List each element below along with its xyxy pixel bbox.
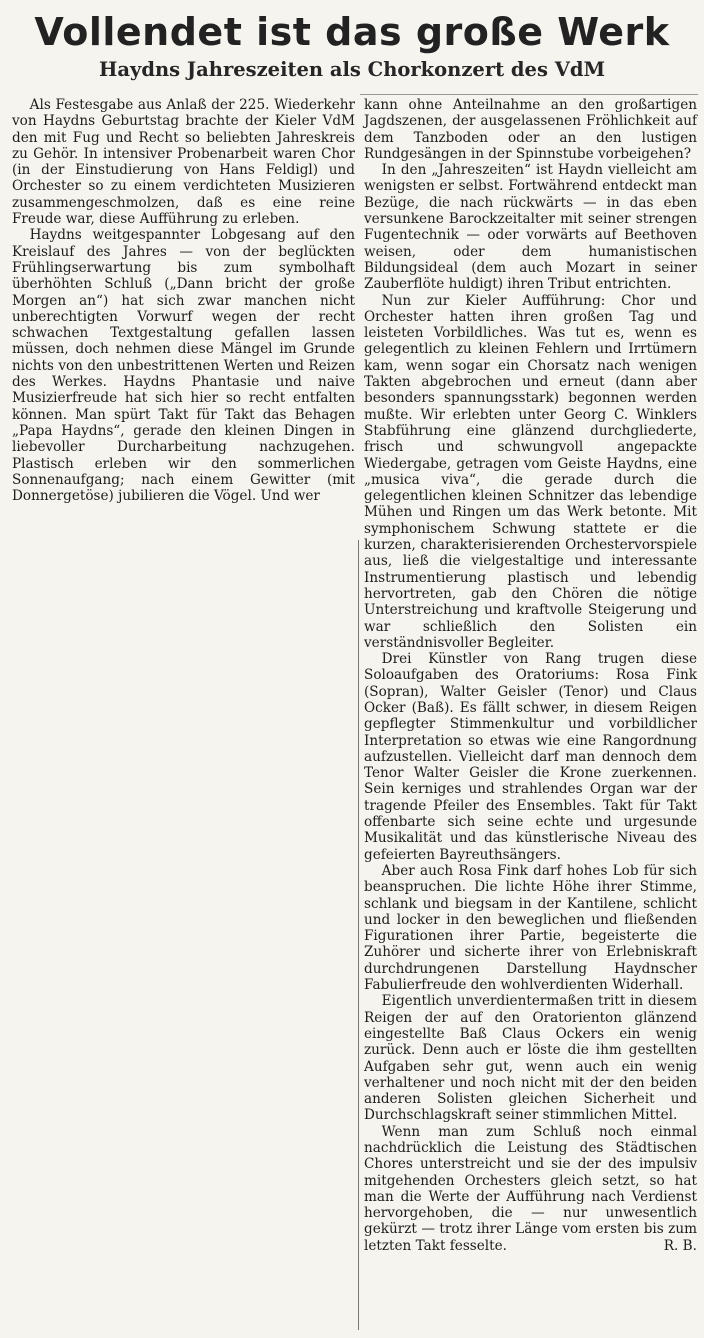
closing-text: Wenn man zum Schluß noch einmal nachdrücklich die Leistung des Städtischen Chores unterstreicht und sie der des impulsiv mitgehenden Orchesters gleich setzt, so hat man die Werte der Aufführung nach Verdienst hervorgehoben, die — nur unwesentlich gekürzt — trotz ihrer Länge vom ersten bis zum letzten Takt fesselte. [364, 1123, 697, 1254]
paragraph: Haydns weitgespannter Lobgesang auf den Kreislauf des Jahres — von der beglückten Frühlingserwartung bis zum symbolhaft überhöhten Schluß („Dann bricht der große Morgen an“) hat sich zwar manchen nicht unberechtigten Vorwurf wegen der recht schwachen Textgestaltung gefallen lassen müssen, doch nehmen diese Mängel im Grunde nichts von den unbestrittenen Werten und Reizen des Werkes. Haydns Phantasie und naive Musizierfreude hat sich hier so recht entfalten können. Man spürt Takt für Takt das Behagen „Papa Haydns“, gerade den kleinen Dingen in liebevoller Durcharbeitung nachzugehen. Plastisch erleben wir den sommerlichen Sonnenaufgang; nach einem Gewitter (mit Donnergetöse) jubilieren die Vögel. Und wer [12, 227, 355, 505]
headline: Vollendet ist das große Werk [34, 10, 670, 54]
subheadline: Haydns Jahreszeiten als Chorkonzert des VdM [98, 58, 606, 81]
paragraph: kann ohne Anteilnahme an den großartigen Jagdszenen, der ausgelassenen Fröhlichkeit auf dem Tanzboden oder an den lustigen Rundgesängen in der Spinnstube vorbeigehen? [364, 97, 697, 162]
paragraph: Als Festesgabe aus Anlaß der 225. Wiederkehr von Haydns Geburtstag brachte der Kieler VdM den mit Fug und Recht so beliebten Jahreskreis zu Gehör. In intensiver Probenarbeit waren Chor (in der Einstudierung von Hans Feldigl) und Orchester so zu einem verdichteten Musizieren zusammengeschmolzen, daß es eine reine Freude war, diese Aufführung zu erleben. [12, 97, 355, 228]
author-initials: R. B. [663, 1237, 697, 1254]
paragraph: Eigentlich unverdientermaßen tritt in diesem Reigen der auf den Oratorienton glänzend eingestellte Baß Claus Ockers ein wenig zurück. Denn auch er löste die ihm gestellten Aufgaben sehr gut, wenn auch ein wenig verhaltener und noch nicht mit der den beiden anderen Solisten gleichen Sicherheit und Durchschlagskraft seiner stimmlichen Mittel. [364, 993, 697, 1124]
paragraph: Nun zur Kieler Aufführung: Chor und Orchester hatten ihren großen Tag und leisteten Vorbildliches. Was tut es, wenn es gelegentlich zu kleinen Fehlern und Irrtümern kam, wenn sogar ein Chorsatz nach wenigen Takten abgebrochen und erneut (dann aber besonders spannungsstark) begonnen werden mußte. Wir erlebten unter Georg C. Winklers Stabführung eine glänzend durchgliederte, frisch und schwungvoll angepackte Wiedergabe, getragen vom Geiste Haydns, eine „musica viva“, die gerade durch die gelegentlichen kleinen Schnitzer das lebendige Mühen und Ringen um das Werk betonte. Mit symphonischem Schwung stattete er die kurzen, charakterisierenden Orchestervorspiele aus, ließ die vielgestaltige und interessante Instrumentierung plastisch und lebendig hervortreten, gab den Chören die nötige Unterstreichung und kraftvolle Steigerung und war schließlich den Solisten ein verständnisvoller Begleiter. [364, 292, 697, 651]
closing-paragraph [364, 1124, 697, 1254]
column-divider [358, 540, 359, 1330]
paragraph: In den „Jahreszeiten“ ist Haydn vielleicht am wenigsten er selbst. Fortwährend entdeckt man Bezüge, die nach rückwärts — in das eben versunkene Barockzeitalter mit seiner strengen Fugentechnik — oder vorwärts auf Beethoven weisen, oder dem humanistischen Bildungsideal (dem auch Mozart in seiner Zauberflöte huldigt) ihren Tribut entrichten. [364, 162, 697, 293]
right-column [364, 97, 697, 1254]
paragraph: Aber auch Rosa Fink darf hohes Lob für sich beanspruchen. Die lichte Höhe ihrer Stimme, schlank und biegsam in der Kantilene, schlicht und locker in den beweglichen und fließenden Figurationen ihrer Partie, begeisterte die Zuhörer und sicherte ihrer von Erlebniskraft durchdrungenen Darstellung Haydnscher Fabulierfreude den wohlverdienten Widerhall. [364, 862, 697, 994]
column-top-rule [360, 94, 698, 95]
paragraph: Drei Künstler von Rang trugen diese Soloaufgaben des Oratoriums: Rosa Fink (Sopran), Walter Geisler (Tenor) und Claus Ocker (Baß). Es fällt schwer, in diesem Reigen gepflegter Stimmenkultur und vorbildlicher Interpretation so etwas wie eine Rangordnung aufzustellen. Vielleicht darf man dennoch dem Tenor Walter Geisler die Krone zuerkennen. Sein kerniges und strahlendes Organ war der tragende Pfeiler des Ensembles. Takt für Takt offenbarte sich seine echte und urgesunde Musikalität und das künstlerische Niveau des gefeierten Bayreuthsängers. [364, 651, 697, 863]
left-column [12, 97, 355, 504]
